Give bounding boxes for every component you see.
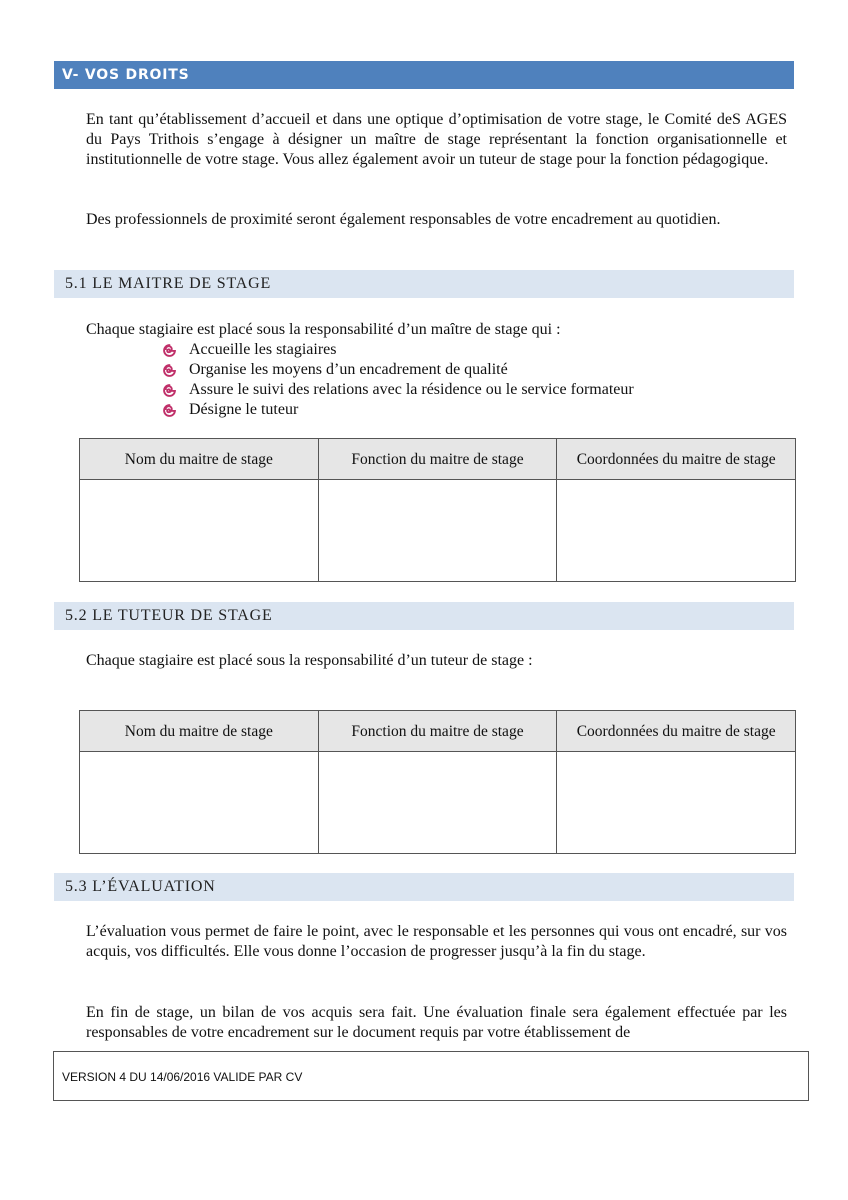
table-header-row xyxy=(80,439,796,480)
section-heading-maitre-de-stage: 5.1 LE MAITRE DE STAGE xyxy=(54,270,794,298)
section-heading-tuteur-de-stage: 5.2 LE TUTEUR DE STAGE xyxy=(54,602,794,630)
table-row xyxy=(80,480,796,582)
table-header-coordonnees: Coordonnées du maitre de stage xyxy=(557,711,796,752)
list-item-text: Accueille les stagiaires xyxy=(189,341,337,358)
table-header-fonction: Fonction du maitre de stage xyxy=(318,711,557,752)
spiral-bullet-icon xyxy=(162,403,177,418)
spiral-bullet-icon xyxy=(162,383,177,398)
list-item-text: Organise les moyens d’un encadrement de qualité xyxy=(189,361,508,378)
page-footer xyxy=(53,1051,809,1101)
list-item-text: Désigne le tuteur xyxy=(189,401,299,418)
section-heading-vos-droits: V- VOS DROITS xyxy=(54,61,794,89)
spiral-bullet-icon xyxy=(162,363,177,378)
intro-paragraph-1: En tant qu’établissement d’accueil et dans une optique d’optimisation de votre stage, le Comité deS AGES du Pays Trithois s’engage à désigner un maître de stage représentant la fonction organisationnelle et institutionnelle de votre stage. Vous allez également avoir un tuteur de stage pour la fonction pédagogique. xyxy=(86,111,787,168)
evaluation-paragraph-1: L’évaluation vous permet de faire le point, avec le responsable et les personnes qui vous ont encadré, sur vos acquis, vos difficultés. Elle vous donne l’occasion de progresser jusqu’à la fin du stage. xyxy=(86,923,787,960)
list-item xyxy=(162,360,634,380)
table-header-row xyxy=(80,711,796,752)
table-cell-coordonnees[interactable] xyxy=(557,752,796,854)
table-header-nom: Nom du maitre de stage xyxy=(80,439,319,480)
list-item xyxy=(162,380,634,400)
table-cell-coordonnees[interactable] xyxy=(557,480,796,582)
footer-version-text: VERSION 4 DU 14/06/2016 VALIDE PAR CV xyxy=(62,1070,303,1084)
spiral-bullet-icon xyxy=(162,343,177,358)
table-header-fonction: Fonction du maitre de stage xyxy=(318,439,557,480)
evaluation-paragraph-2: En fin de stage, un bilan de vos acquis sera fait. Une évaluation finale sera également effectuée par les responsables de votre encadrement sur le document requis par votre établissement de xyxy=(86,1004,787,1041)
intro-paragraph-2: Des professionnels de proximité seront également responsables de votre encadrement au quotidien. xyxy=(86,211,721,228)
list-item xyxy=(162,400,634,420)
tuteur-intro-text: Chaque stagiaire est placé sous la responsabilité d’un tuteur de stage : xyxy=(86,652,533,669)
table-cell-fonction[interactable] xyxy=(318,752,557,854)
maitre-de-stage-table xyxy=(79,438,796,582)
table-cell-nom[interactable] xyxy=(80,480,319,582)
list-item xyxy=(162,340,634,360)
maitre-duties-list xyxy=(162,340,634,420)
table-row xyxy=(80,752,796,854)
table-cell-fonction[interactable] xyxy=(318,480,557,582)
table-header-coordonnees: Coordonnées du maitre de stage xyxy=(557,439,796,480)
tuteur-de-stage-table xyxy=(79,710,796,854)
section-heading-evaluation: 5.3 L’ÉVALUATION xyxy=(54,873,794,901)
table-cell-nom[interactable] xyxy=(80,752,319,854)
table-header-nom: Nom du maitre de stage xyxy=(80,711,319,752)
list-item-text: Assure le suivi des relations avec la résidence ou le service formateur xyxy=(189,381,634,398)
maitre-intro-text: Chaque stagiaire est placé sous la responsabilité d’un maître de stage qui : xyxy=(86,321,561,338)
